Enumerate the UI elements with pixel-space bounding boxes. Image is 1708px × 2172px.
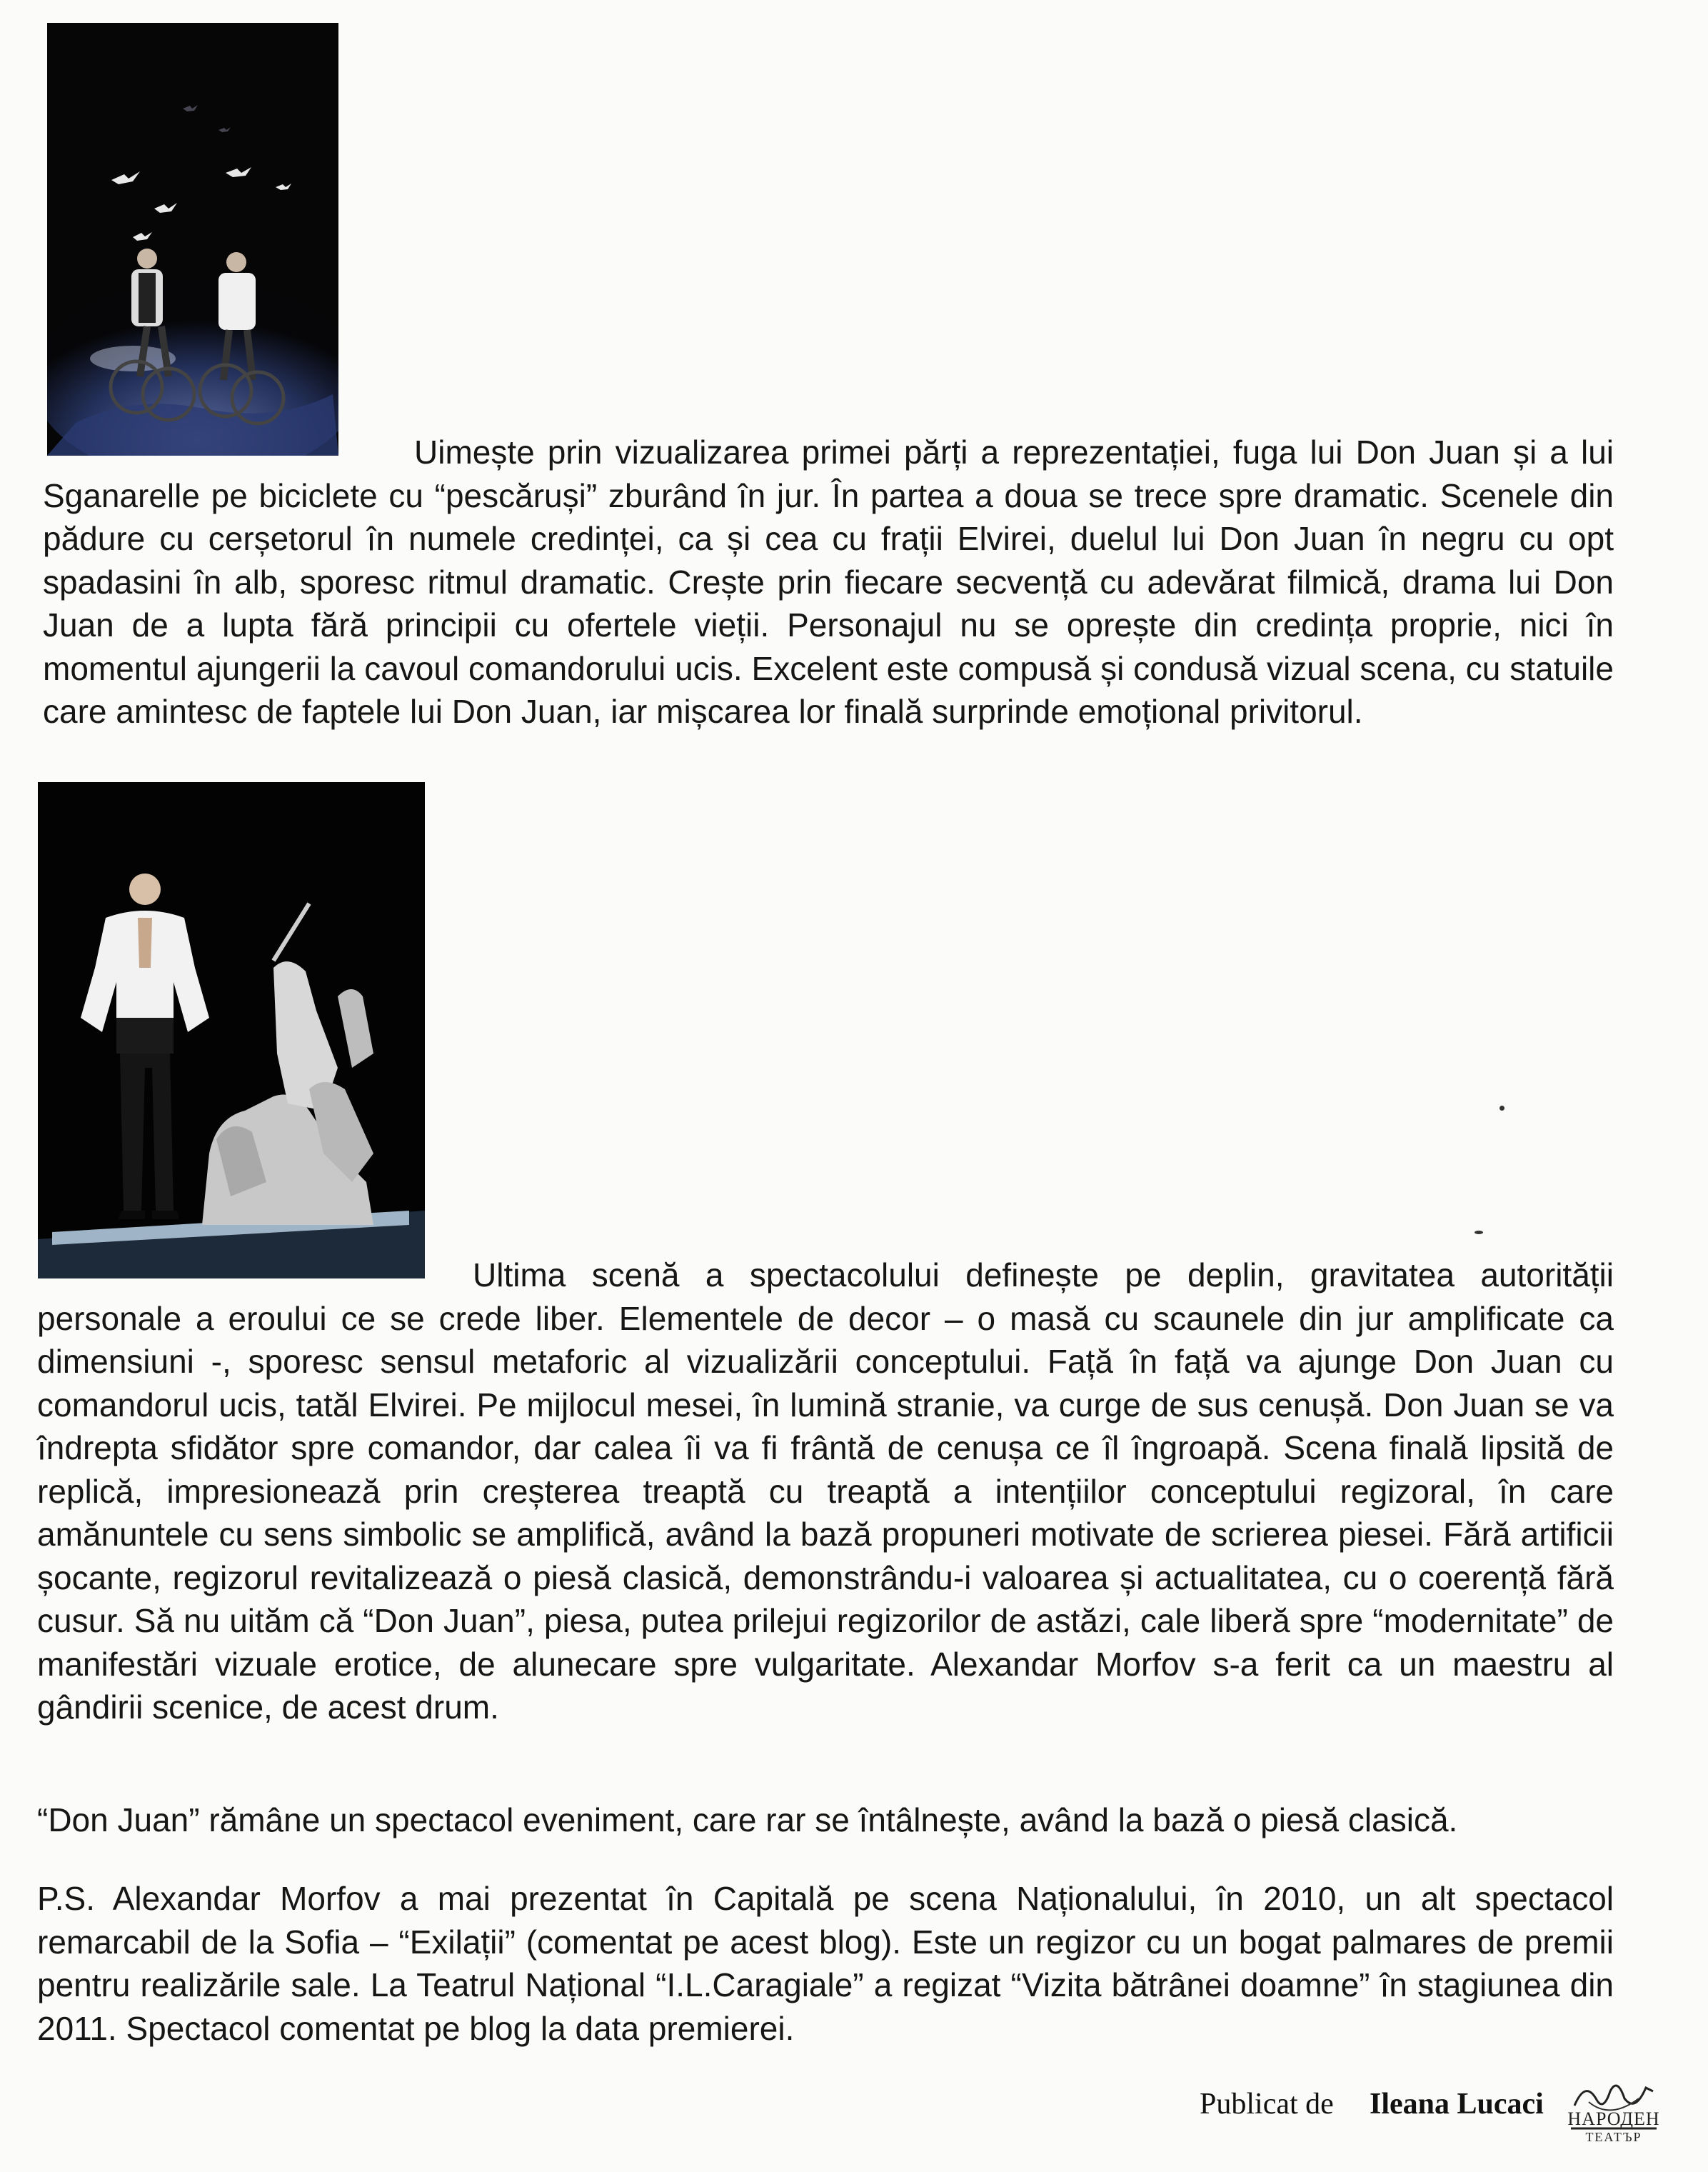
stamp-line-2: ТЕАТЪР <box>1585 2130 1642 2144</box>
stage-photo-don-juan <box>38 782 425 1278</box>
scan-speck <box>1475 1231 1483 1234</box>
stage-photo-don-juan-icon <box>38 782 425 1278</box>
paragraph-2-text: Ultima scenă a spectacolului definește pe deplin, gravitatea autorității personale a eroului ce se crede liber. Elementele de decor – o masă cu scaunele din jur amplificate ca dimensiuni -, sporesc sensul metaforic al vizualizării conceptului. Față în față va ajunge Don Juan cu comandorul ucis, tatăl Elvirei. Pe mijlocul mesei, în lumină stranie, va curge de sus cenușă. Don Juan se va îndrepta sfidător spre comandor, dar calea îi va fi frântă de cenușa ce îl îngroapă. Scena finală lipsită de replică, impresionează prin creșterea treaptă cu treaptă a intențiilor conceptului regizoral, în care amănuntele cu sens simbolic se amplifică, având la bază propuneri motivate de scrierea piesei. Fără artificii șocante, regizorul revitalizează o piesă clasică, demonstrându-i valoarea și actualitatea, cu o coerență fără cusur. Să nu uităm că “Don Juan”, piesa, putea prilejui regizorilor de astăzi, cale liberă spre “modernitate” de manifestări vizuale erotice, de alunecare spre vulgaritate. Alexandar Morfov s-a ferit ca un maestru al gândirii scenice, de acest drum. <box>37 1256 1614 1726</box>
paragraph-ps: P.S. Alexandar Morfov a mai prezentat în Capitală pe scena Naționalului, în 2010, un alt spectacol remarcabil de la Sofia – “Exilații” (comentat pe acest blog). Este un regizor cu un bogat palmares de premii pentru realizările sale. La Teatrul Național “I.L.Caragiale” a regizat “Vizita bătrânei doamne” în stagiunea din 2011. Spectacol comentat pe blog la data premierei. <box>37 1880 1614 2047</box>
theatre-stamp <box>1567 2077 1660 2154</box>
paragraph-1-text: Uimește prin vizualizarea primei părți a reprezentației, fuga lui Don Juan și a lui Sganarelle pe biciclete cu “pescăruși” zburând în jur. În partea a doua se trece spre dramatic. Scenele din pădure cu cerșetorul în numele credinței, ca și cea cu frații Elvirei, duelul lui Don Juan în negru cu opt spadasini în alb, sporesc ritmul dramatic. Crește prin fiecare secvență cu adevărat filmică, drama lui Don Juan de a lupta fără principii cu ofertele vieții. Personajul nu se oprește din credința proprie, nici în momentul ajungerii la cavoul comandorului ucis. Excelent este compusă și condusă vizual scena, cu statuile care amintesc de faptele lui Don Juan, iar mișcarea lor finală surprinde emoțional privitorul. <box>43 434 1614 730</box>
byline-author: Ileana Lucaci <box>1370 2088 1544 2121</box>
paragraph-3: “Don Juan” rămâne un spectacol eveniment, care rar se întâlnește, având la bază o piesă clasică. <box>37 1801 1458 1838</box>
byline-label: Publicat de <box>1200 2088 1334 2121</box>
stage-photo-bicycles <box>47 23 338 456</box>
paragraph-1 <box>43 431 1614 734</box>
stamp-line-1: НАРОДЕН <box>1567 2108 1660 2129</box>
footer-byline <box>1200 2077 1660 2156</box>
paragraph-2 <box>37 1253 1614 1729</box>
scan-speck <box>1499 1106 1504 1111</box>
stage-photo-bicycles-icon <box>47 23 338 456</box>
